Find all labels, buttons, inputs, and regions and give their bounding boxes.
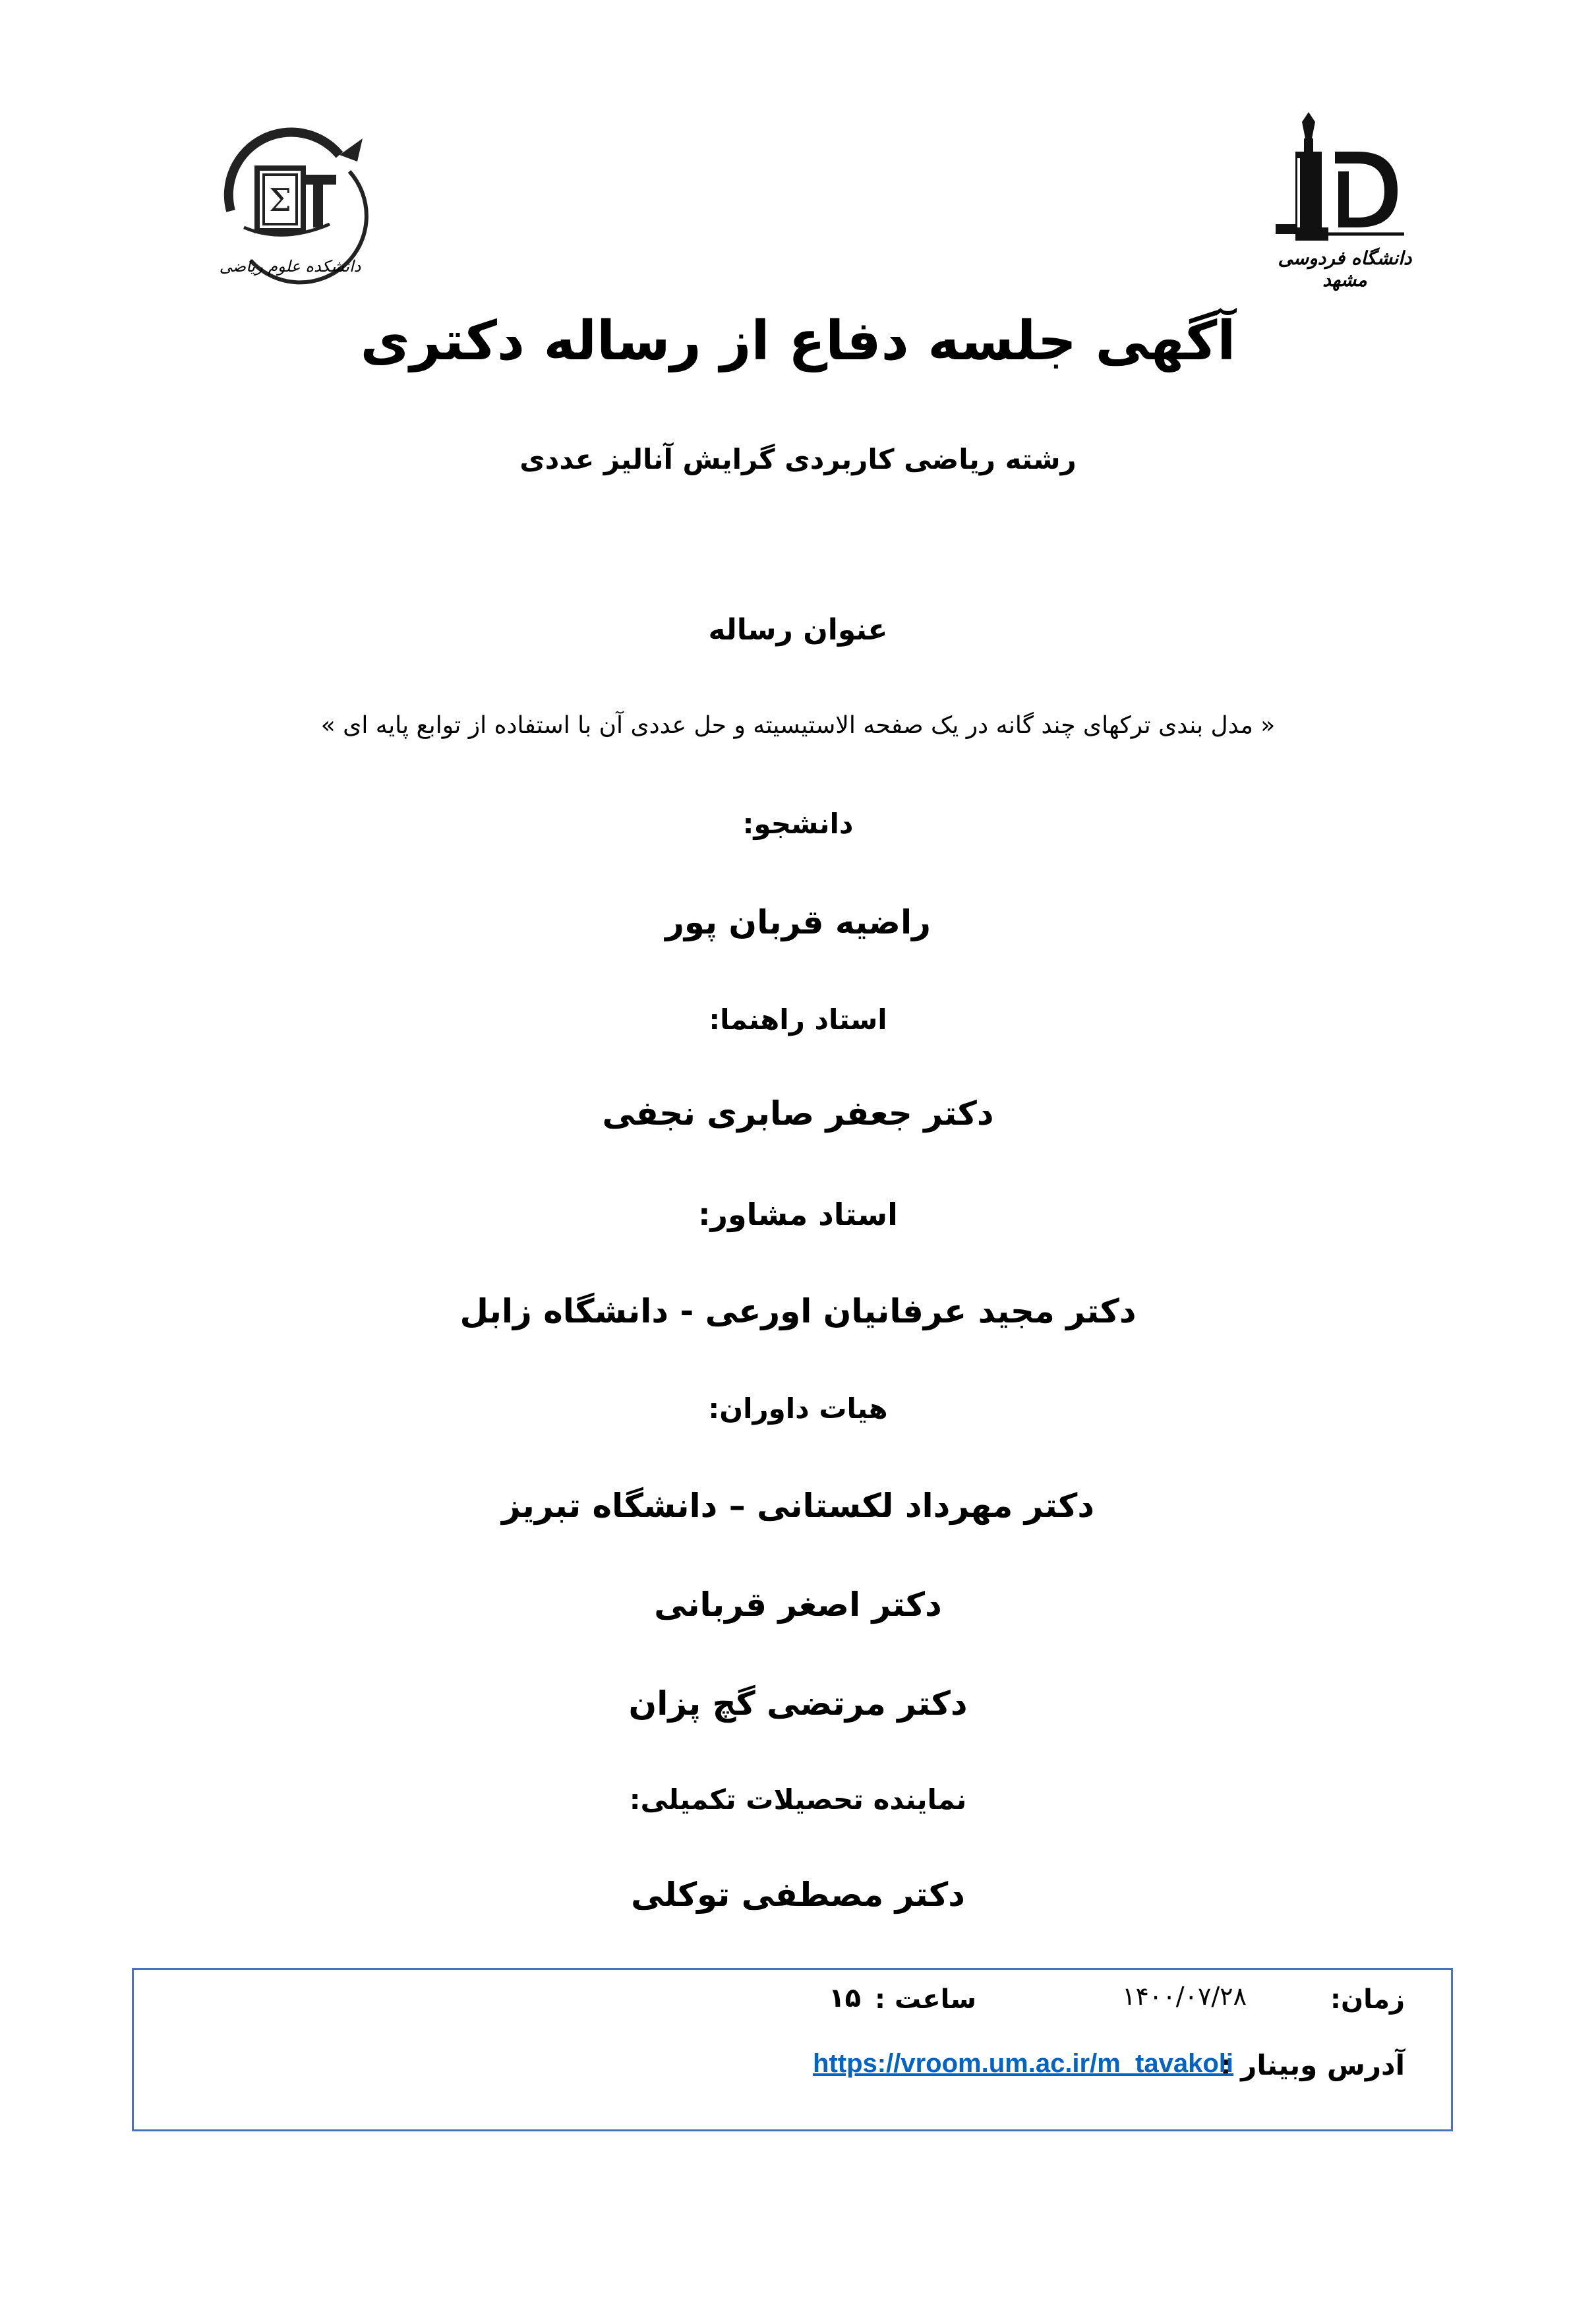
graduate-rep-label: نماینده تحصیلات تکمیلی: [629, 1783, 967, 1816]
page-title: آگهی جلسه دفاع از رساله دکتری [360, 310, 1236, 372]
svg-text:Σ: Σ [269, 182, 291, 219]
field-subtitle: رشته ریاضی کاربردی گرایش آنالیز عددی [519, 443, 1077, 475]
session-date: ۱۴۰۰/۰۷/۲۸ [1122, 1982, 1247, 2011]
supervisor-name: دکتر جعفر صابری نجفی [602, 1094, 994, 1133]
jury-member: دکتر مهرداد لکستانی – دانشگاه تبریز [501, 1487, 1095, 1525]
time-label: زمان: [1330, 1984, 1405, 2015]
thesis-title-label: عنوان رساله [708, 613, 888, 647]
jury-member: دکتر اصغر قربانی [654, 1586, 942, 1624]
webinar-label: آدرس وبینار : [1220, 2049, 1405, 2081]
advisor-label: استاد مشاور: [698, 1197, 898, 1232]
jury-member: دکتر مرتضی گچ پزان [628, 1684, 968, 1723]
student-name: راضیه قربان پور [665, 903, 931, 941]
jury-label: هیات داوران: [708, 1392, 888, 1425]
student-label: دانشجو: [742, 808, 854, 840]
university-logo [1266, 112, 1424, 290]
session-hour: ۱۵ [829, 1983, 861, 2013]
university-emblem-icon [1266, 112, 1424, 257]
hour-label: ساعت : [875, 1984, 976, 2015]
session-info-box [132, 1968, 1453, 2131]
webinar-link[interactable]: https://vroom.um.ac.ir/m_tavakoli [813, 2049, 1233, 2078]
graduate-rep-name: دکتر مصطفی توکلی [631, 1876, 965, 1914]
thesis-title: « مدل بندی ترکهای چند گانه در یک صفحه الاستیسیته و حل عددی آن با استفاده از توابع پایه ای » [320, 712, 1276, 739]
university-logo-caption: دانشگاه فردوسی مشهد [1278, 247, 1412, 291]
advisor-name: دکتر مجید عرفانیان اورعی - دانشگاه زابل [459, 1292, 1137, 1330]
faculty-logo [204, 112, 376, 290]
faculty-logo-caption: دانشکده علوم ریاضی [219, 257, 361, 276]
supervisor-label: استاد راهنما: [709, 1003, 887, 1036]
